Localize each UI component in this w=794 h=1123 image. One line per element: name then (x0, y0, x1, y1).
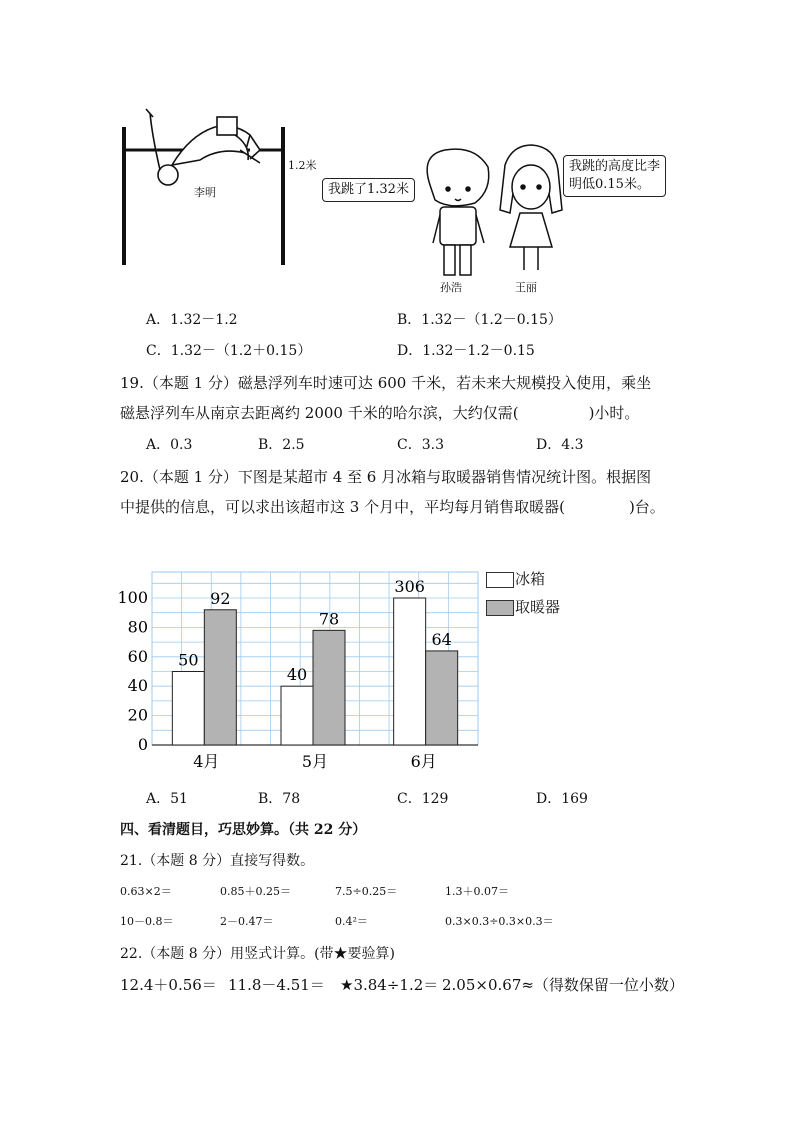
q20-option-c: C．129 (397, 791, 449, 807)
jumper-name: 李明 (194, 186, 216, 199)
q19-option-c: C．3.3 (397, 437, 444, 453)
q19-option-a: A．0.3 (146, 437, 193, 453)
x-tick-label: 4月 (193, 752, 220, 771)
legend-swatch-fridge (486, 572, 514, 588)
y-tick-label: 60 (127, 646, 148, 666)
boy-name: 孙浩 (440, 281, 462, 294)
q19-line2 (120, 403, 639, 423)
q22-item-4: 2.05×0.67≈（得数保留一位小数） (442, 976, 684, 994)
boy-figure (427, 149, 489, 275)
sales-bar-chart (110, 560, 590, 780)
q18-option-b: B．1.32－（1.2－0.15） (397, 312, 562, 328)
q20-line2-pre: 中提供的信息，可以求出该超市这 3 个月中，平均每月销售取暖器( (120, 498, 565, 516)
girl-figure (500, 145, 562, 270)
boy-speech-bubble (322, 178, 415, 202)
girl-speech-line1: 我跳的高度比李 (569, 159, 661, 174)
q22-title: 22.（本题 8 分）用竖式计算。(带★要验算) (120, 946, 395, 962)
q22-item-3: ★3.84÷1.2＝ (340, 976, 439, 994)
q19-line1: 19.（本题 1 分）磁悬浮列车时速可达 600 千米，若未来大规模投入使用，乘坐 (120, 374, 652, 392)
q21-title: 21.（本题 8 分）直接写得数。 (120, 853, 315, 869)
y-tick-label: 80 (127, 617, 148, 637)
legend-label-heater: 取暖器 (515, 598, 561, 616)
q20-line2-post: )台。 (628, 498, 665, 516)
q20-option-b: B．78 (258, 791, 301, 807)
bar-fridge (281, 686, 313, 745)
q21-r2-c4: 0.3×0.3÷0.3×0.3＝ (445, 915, 554, 928)
q21-r1-c1: 0.63×2＝ (120, 885, 172, 898)
bar-value-label: 40 (286, 665, 308, 685)
x-tick-label: 5月 (301, 752, 329, 771)
q20-option-d: D．169 (536, 791, 588, 807)
bar-value-label: 92 (210, 588, 231, 608)
q19-line2-pre: 磁悬浮列车从南京去距离约 2000 千米的哈尔滨，大约仅需( (120, 404, 519, 422)
q20-line2 (120, 497, 665, 517)
q20-option-a: A．51 (146, 791, 188, 807)
legend-swatch-heater (486, 600, 514, 616)
bar-value-label: 64 (431, 629, 452, 649)
q22-item-2: 11.8－4.51＝ (228, 976, 325, 994)
bar-fridge (172, 672, 204, 746)
q19-line2-post: )小时。 (588, 404, 640, 422)
bar-value-label: 306 (394, 577, 425, 596)
bar-value-label: 50 (178, 650, 199, 670)
girl-name: 王丽 (515, 281, 537, 294)
q18-option-d: D．1.32－1.2－0.15 (397, 343, 535, 359)
bar-heater (204, 610, 236, 745)
q21-r1-c4: 1.3＋0.07＝ (445, 885, 509, 898)
jumper-figure (146, 109, 260, 185)
y-tick-label: 0 (137, 735, 148, 754)
q19-option-d: D．4.3 (536, 437, 584, 453)
q21-r1-c2: 0.85＋0.25＝ (220, 885, 291, 898)
high-jump-illustration (100, 95, 700, 310)
bar-value-label: 78 (318, 609, 340, 629)
section4-heading: 四、看清题目，巧思妙算。（共 22 分） (120, 822, 367, 838)
y-tick-label: 20 (127, 705, 148, 725)
bar-heater (426, 651, 458, 745)
q18-option-c: C．1.32－（1.2＋0.15） (146, 343, 312, 359)
q21-r1-c3: 7.5÷0.25＝ (335, 885, 398, 898)
q19-option-b: B．2.5 (258, 437, 305, 453)
q21-r2-c1: 10－0.8＝ (120, 915, 174, 928)
x-tick-label: 6月 (410, 752, 437, 771)
q21-r2-c2: 2－0.47＝ (220, 915, 274, 928)
y-tick-label: 100 (117, 588, 148, 607)
bar-heater (313, 630, 345, 745)
boy-speech-text: 我跳了1.32米 (328, 182, 409, 197)
y-tick-label: 40 (127, 676, 148, 696)
girl-speech-bubble (563, 155, 666, 197)
bar-fridge (394, 598, 426, 745)
q21-r2-c3: 0.4²＝ (335, 915, 368, 928)
q22-item-1: 12.4＋0.56＝ (120, 976, 217, 994)
girl-speech-line2: 明低0.15米。 (569, 177, 650, 192)
q18-option-a: A．1.32－1.2 (146, 312, 238, 328)
q20-line1: 20.（本题 1 分）下图是某超市 4 至 6 月冰箱与取暖器销售情况统计图。根据图 (120, 468, 652, 486)
legend-label-fridge: 冰箱 (515, 570, 546, 588)
bar-height-label: 1.2米 (288, 159, 317, 172)
